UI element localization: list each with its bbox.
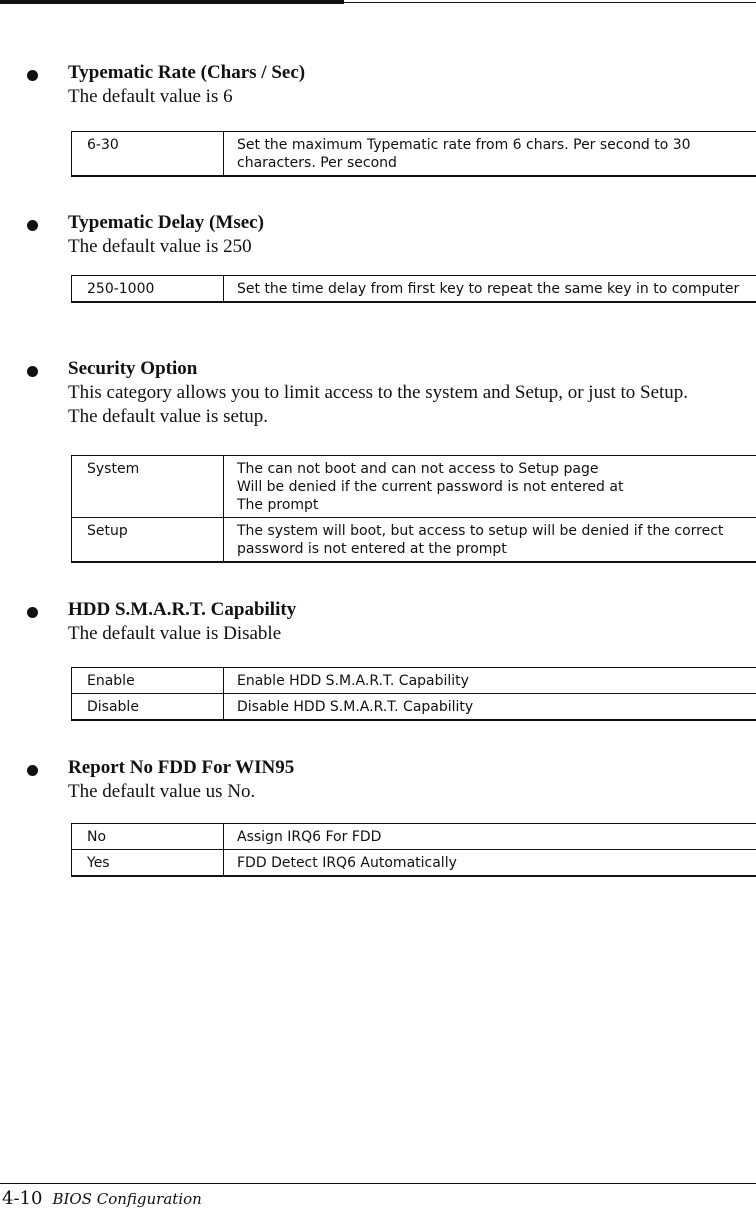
table-row bbox=[72, 132, 756, 177]
section-title: Report No FDD For WIN95 bbox=[68, 757, 295, 778]
table-row bbox=[72, 694, 756, 721]
option-key: System bbox=[72, 456, 224, 518]
table-row bbox=[72, 668, 756, 694]
bullet-icon bbox=[27, 220, 38, 231]
footer-rule bbox=[0, 1183, 756, 1184]
bullet-icon bbox=[27, 765, 38, 776]
section-title: Typematic Rate (Chars / Sec) bbox=[68, 62, 306, 83]
option-description: Assign IRQ6 For FDD bbox=[224, 824, 756, 850]
page-footer bbox=[2, 1187, 202, 1211]
option-description: The system will boot, but access to setup will be denied if the correct password is not entered at the prompt bbox=[224, 518, 756, 563]
option-description-line: The prompt bbox=[237, 497, 319, 513]
table-row bbox=[72, 276, 756, 303]
option-description bbox=[224, 456, 756, 518]
option-key: 250-1000 bbox=[72, 276, 224, 303]
section-description: The default value is 250 bbox=[68, 236, 252, 257]
table-row bbox=[72, 850, 756, 877]
section-title: HDD S.M.A.R.T. Capability bbox=[68, 599, 297, 620]
section-report-no-fdd bbox=[0, 756, 756, 804]
chapter-title: BIOS Configuration bbox=[52, 1190, 202, 1208]
header-rule-thin bbox=[344, 2, 756, 3]
option-key: 6-30 bbox=[72, 132, 224, 177]
option-description: Set the time delay from first key to repeat the same key in to computer bbox=[224, 276, 756, 303]
bullet-icon bbox=[27, 366, 38, 377]
option-description: Disable HDD S.M.A.R.T. Capability bbox=[224, 694, 756, 721]
options-table-typematic-delay bbox=[71, 275, 756, 303]
section-description: This category allows you to limit access to the system and Setup, or just to Setup. bbox=[68, 382, 689, 403]
table-row bbox=[72, 824, 756, 850]
option-description: FDD Detect IRQ6 Automatically bbox=[224, 850, 756, 877]
section-default-value: The default value is setup. bbox=[68, 406, 268, 427]
option-key: Disable bbox=[72, 694, 224, 721]
option-key: Setup bbox=[72, 518, 224, 563]
option-description: Enable HDD S.M.A.R.T. Capability bbox=[224, 668, 756, 694]
options-table-hdd-smart bbox=[71, 667, 756, 721]
section-typematic-rate bbox=[0, 61, 756, 109]
table-row bbox=[72, 456, 756, 518]
header-rule-thick bbox=[0, 0, 344, 4]
option-key: No bbox=[72, 824, 224, 850]
option-key: Yes bbox=[72, 850, 224, 877]
option-key: Enable bbox=[72, 668, 224, 694]
section-hdd-smart bbox=[0, 598, 756, 646]
options-table-security-option bbox=[71, 455, 756, 563]
options-table-report-no-fdd bbox=[71, 823, 756, 877]
bullet-icon bbox=[27, 607, 38, 618]
section-title: Typematic Delay (Msec) bbox=[68, 212, 264, 233]
section-description: The default value is Disable bbox=[68, 623, 282, 644]
option-description: Set the maximum Typematic rate from 6 chars. Per second to 30 characters. Per second bbox=[224, 132, 756, 177]
option-description-line: The can not boot and can not access to Setup page bbox=[237, 461, 599, 477]
section-description: The default value us No. bbox=[68, 781, 256, 802]
section-description: The default value is 6 bbox=[68, 86, 233, 107]
option-description-line: Will be denied if the current password is not entered at bbox=[237, 479, 624, 495]
section-security-option bbox=[0, 357, 756, 429]
page-number: 4-10 bbox=[2, 1188, 43, 1209]
section-title: Security Option bbox=[68, 358, 198, 379]
options-table-typematic-rate bbox=[71, 131, 756, 177]
table-row bbox=[72, 518, 756, 563]
bullet-icon bbox=[27, 70, 38, 81]
section-typematic-delay bbox=[0, 211, 756, 259]
